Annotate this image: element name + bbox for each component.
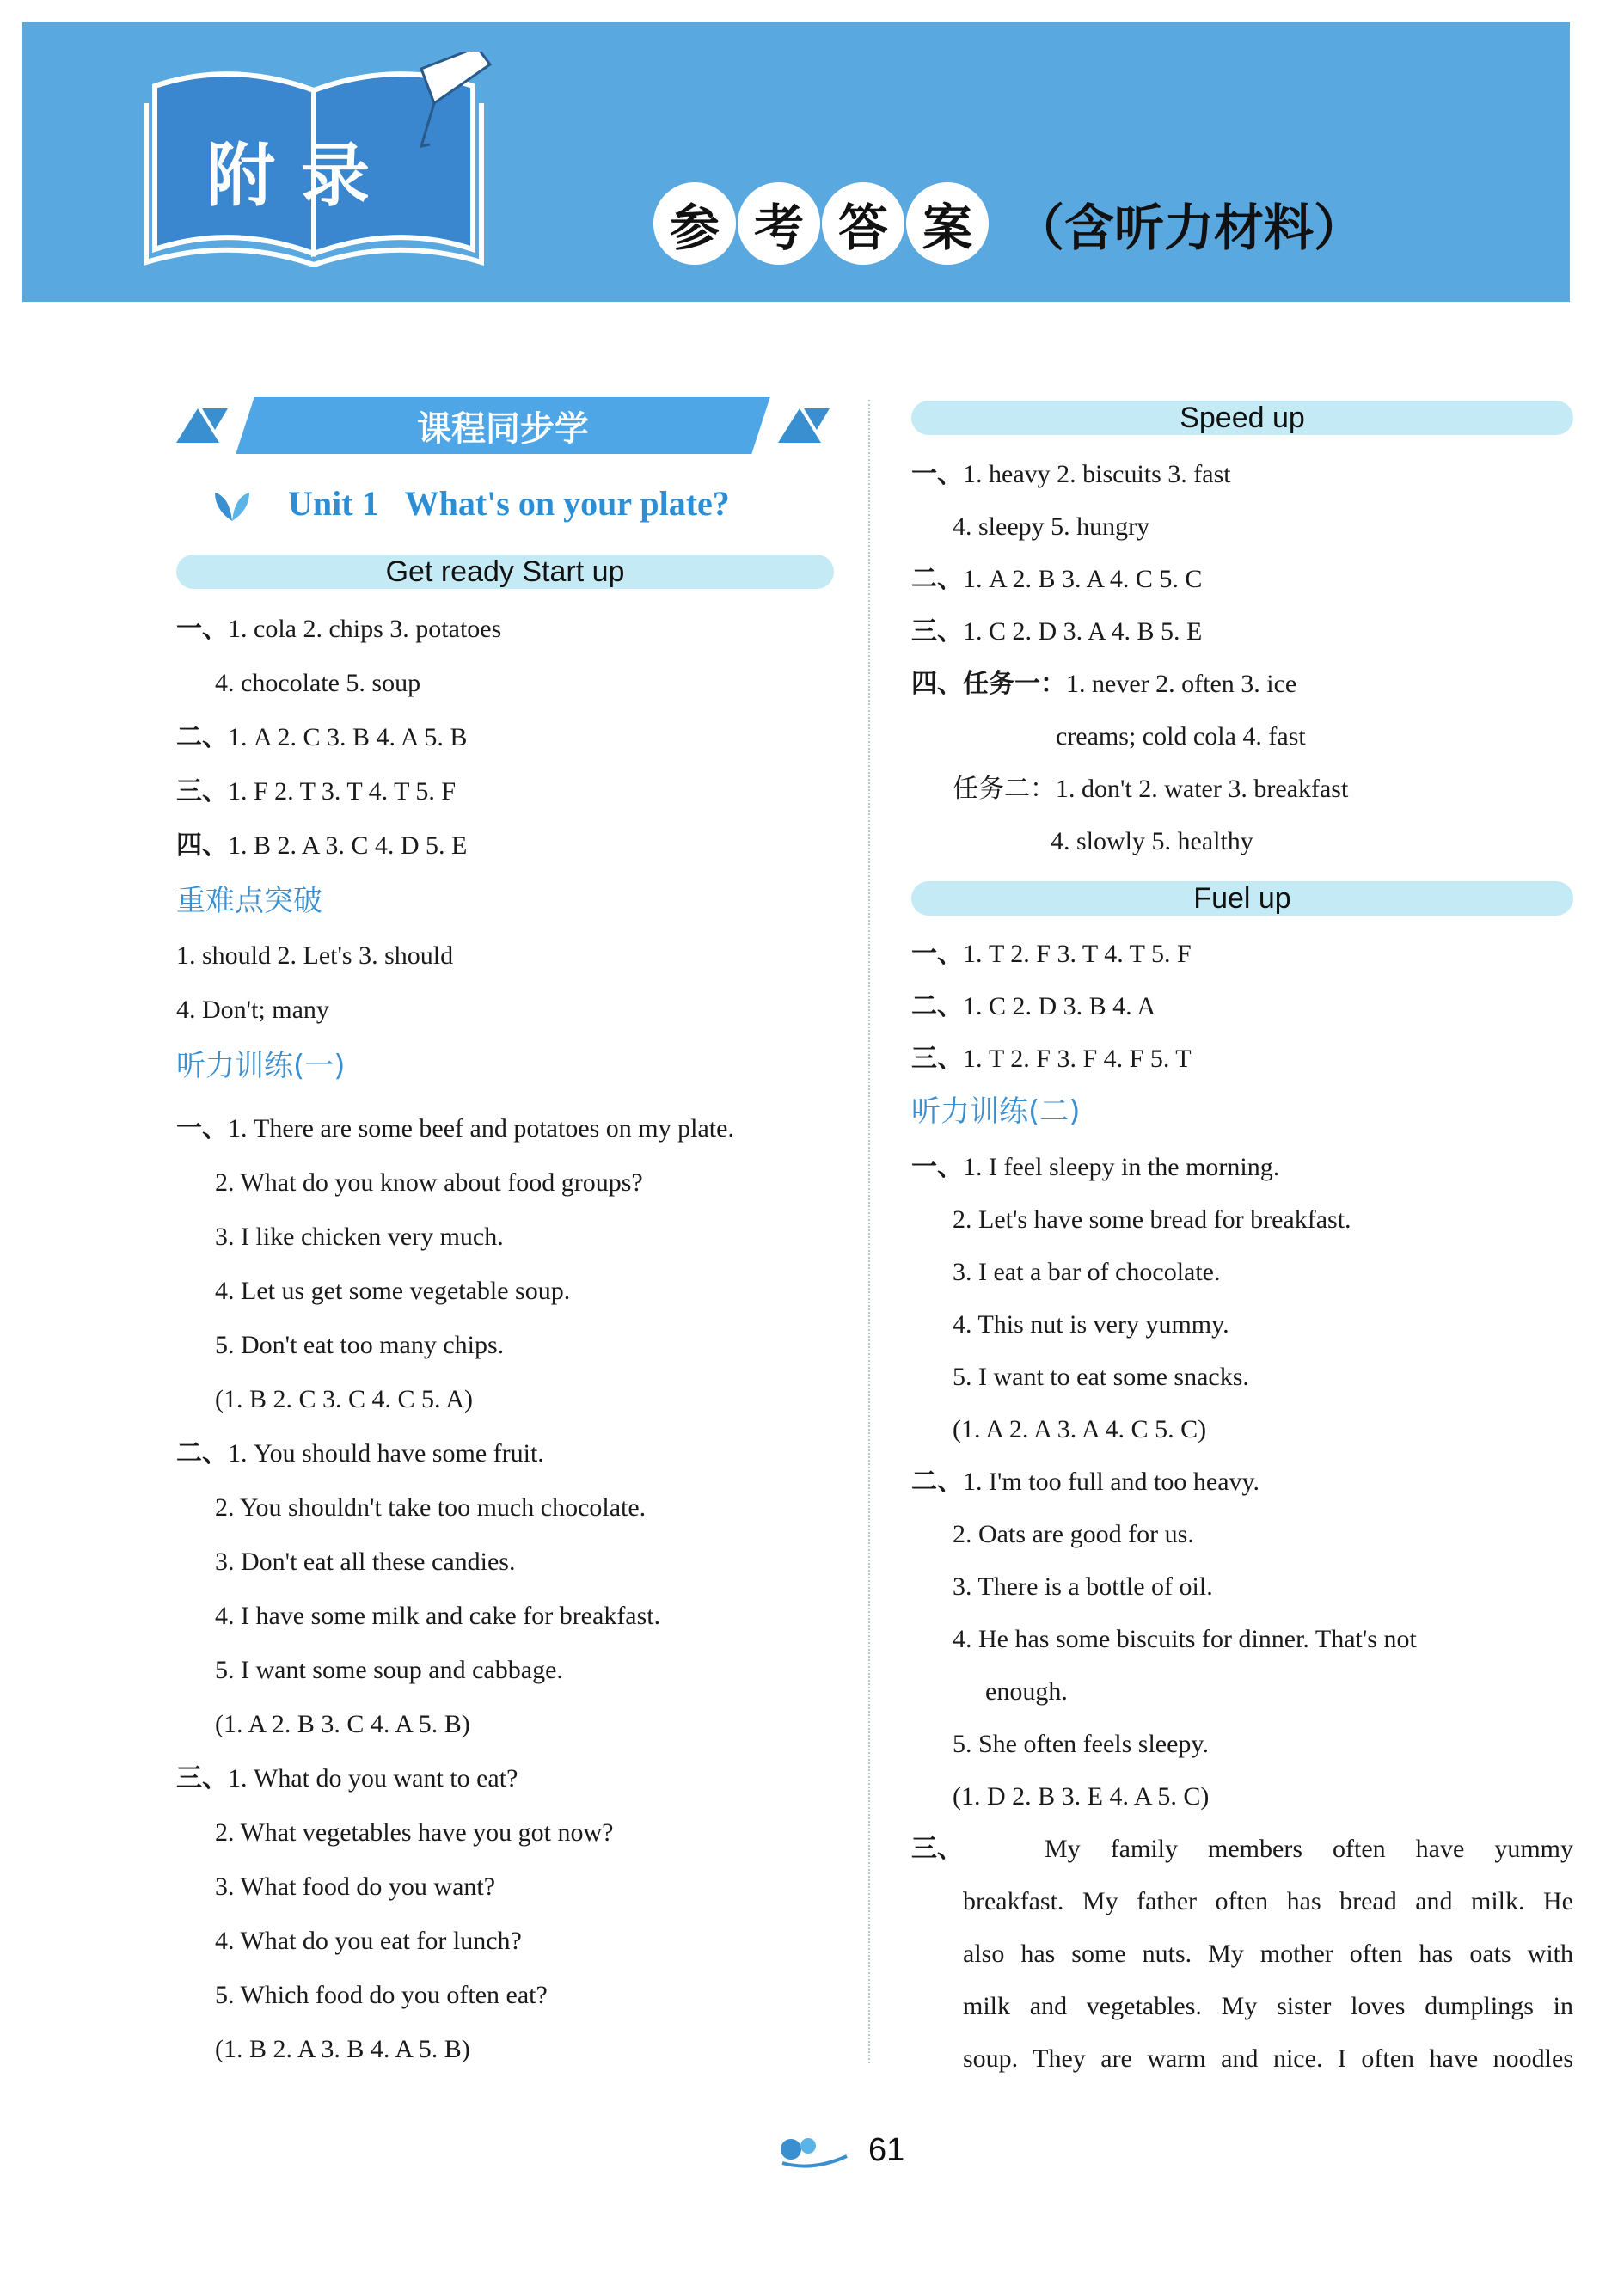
transcript-line: 3. What food do you want?: [215, 1872, 496, 1901]
leaf-icon: [211, 488, 254, 523]
transcript-line: 2. What vegetables have you got now?: [215, 1818, 614, 1847]
answer-line: (1. D 2. B 3. E 4. A 5. C): [953, 1782, 1210, 1811]
answer-line: 4. Don't; many: [176, 996, 329, 1024]
answer-line: 二、1. A 2. C 3. B 4. A 5. B: [176, 722, 468, 752]
transcript-line: 5. She often feels sleepy.: [953, 1730, 1209, 1758]
transcript-line: 4. This nut is very yummy.: [953, 1310, 1229, 1339]
answer-line: 一、1. heavy 2. biscuits 3. fast: [911, 459, 1231, 489]
answer-line: 1. should 2. Let's 3. should: [176, 941, 454, 970]
answer-line: (1. B 2. A 3. B 4. A 5. B): [215, 2035, 470, 2063]
transcript-line: 一、1. I feel sleepy in the morning.: [911, 1152, 1280, 1182]
answer-line: 4. sleepy 5. hungry: [953, 512, 1150, 541]
answer-line: 二、1. A 2. B 3. A 4. C 5. C: [911, 564, 1203, 594]
page-number: 61: [868, 2132, 905, 2168]
section-pill-fuel-up: Fuel up: [911, 881, 1573, 916]
transcript-line: 2. What do you know about food groups?: [215, 1168, 643, 1197]
triangle-right-icon: [774, 404, 834, 447]
answer-line: 4. chocolate 5. soup: [215, 669, 421, 697]
transcript-line: 3. I like chicken very much.: [215, 1223, 504, 1251]
section-heading-listening-1: 听力训练(一): [176, 1049, 346, 1083]
transcript-line: 5. I want some soup and cabbage.: [215, 1656, 563, 1684]
transcript-line: 二、1. I'm too full and too heavy.: [911, 1467, 1260, 1497]
page-title: [653, 176, 1364, 271]
transcript-line: 4. I have some milk and cake for breakfast.: [215, 1602, 661, 1630]
answer-line: 三、1. T 2. F 3. F 4. F 5. T: [911, 1044, 1192, 1074]
answer-line: 一、1. T 2. F 3. T 4. T 5. F: [911, 939, 1192, 969]
answer-line: 三、1. F 2. T 3. T 4. T 5. F: [176, 776, 457, 806]
paragraph-line: soup. They are warm and nice. I often have noodles: [963, 2044, 1573, 2073]
transcript-line: enough.: [985, 1677, 1068, 1706]
transcript-line: 二、1. You should have some fruit.: [176, 1438, 544, 1468]
transcript-line: 2. You shouldn't take too much chocolate.: [215, 1493, 647, 1522]
transcript-line: 三、1. What do you want to eat?: [176, 1763, 518, 1793]
transcript-line: 3. Don't eat all these candies.: [215, 1547, 516, 1576]
paragraph-line: also has some nuts. My mother often has oats with: [963, 1940, 1573, 1968]
unit-name: What's on your plate?: [404, 484, 730, 523]
answer-line: 二、1. C 2. D 3. B 4. A: [911, 991, 1156, 1021]
paragraph-line: milk and vegetables. My sister loves dumplings in: [963, 1992, 1573, 2020]
transcript-line: 4. Let us get some vegetable soup.: [215, 1277, 571, 1305]
section-heading-key-points: 重难点突破: [176, 884, 322, 918]
transcript-line: 2. Oats are good for us.: [953, 1520, 1194, 1548]
unit-number: Unit 1: [288, 484, 379, 523]
unit-title: [288, 483, 730, 524]
transcript-line: 4. What do you eat for lunch?: [215, 1927, 522, 1955]
title-char: 答: [822, 182, 904, 265]
answer-line: 4. slowly 5. healthy: [1051, 827, 1253, 855]
title-char: 考: [738, 182, 820, 265]
section-ribbon: 课程同步学: [417, 408, 589, 449]
appendix-label: 附录: [206, 136, 395, 216]
section-label-three: 三、: [911, 1834, 963, 1864]
transcript-line: 5. Don't eat too many chips.: [215, 1331, 505, 1359]
title-suffix: （含听力材料）: [1014, 199, 1364, 257]
paragraph-line: breakfast. My father often has bread and milk. He: [963, 1887, 1573, 1915]
triangle-left-icon: [172, 404, 232, 447]
section-heading-listening-2: 听力训练(二): [911, 1094, 1081, 1129]
transcript-line: 2. Let's have some bread for breakfast.: [953, 1205, 1351, 1234]
answer-line: (1. A 2. A 3. A 4. C 5. C): [953, 1415, 1207, 1443]
title-char: 案: [906, 182, 989, 265]
transcript-line: 3. I eat a bar of chocolate.: [953, 1258, 1221, 1286]
section-pill-speed-up: Speed up: [911, 401, 1573, 435]
column-divider: [868, 400, 870, 2063]
answer-line: (1. A 2. B 3. C 4. A 5. B): [215, 1710, 470, 1738]
answer-line: 四、1. B 2. A 3. C 4. D 5. E: [176, 830, 468, 861]
transcript-line: 5. I want to eat some snacks.: [953, 1363, 1249, 1391]
answer-line: 四、任务一：1. never 2. often 3. ice: [911, 669, 1297, 699]
title-char: 参: [653, 182, 736, 265]
answer-line: creams; cold cola 4. fast: [1056, 722, 1306, 751]
paragraph-line: My family members often have yummy: [1045, 1835, 1573, 1863]
transcript-line: 4. He has some biscuits for dinner. That's not: [953, 1625, 1417, 1653]
answer-line: 任务二：1. don't 2. water 3. breakfast: [953, 774, 1349, 804]
transcript-line: 5. Which food do you often eat?: [215, 1981, 548, 2009]
transcript-line: 一、1. There are some beef and potatoes on my plate.: [176, 1113, 734, 1143]
answer-line: 一、1. cola 2. chips 3. potatoes: [176, 614, 502, 644]
flower-decoration-icon: [774, 2130, 851, 2173]
answer-line: 三、1. C 2. D 3. A 4. B 5. E: [911, 616, 1203, 647]
transcript-line: 3. There is a bottle of oil.: [953, 1572, 1213, 1601]
answer-line: (1. B 2. C 3. C 4. C 5. A): [215, 1385, 474, 1413]
section-pill-get-ready: Get ready Start up: [176, 555, 834, 589]
